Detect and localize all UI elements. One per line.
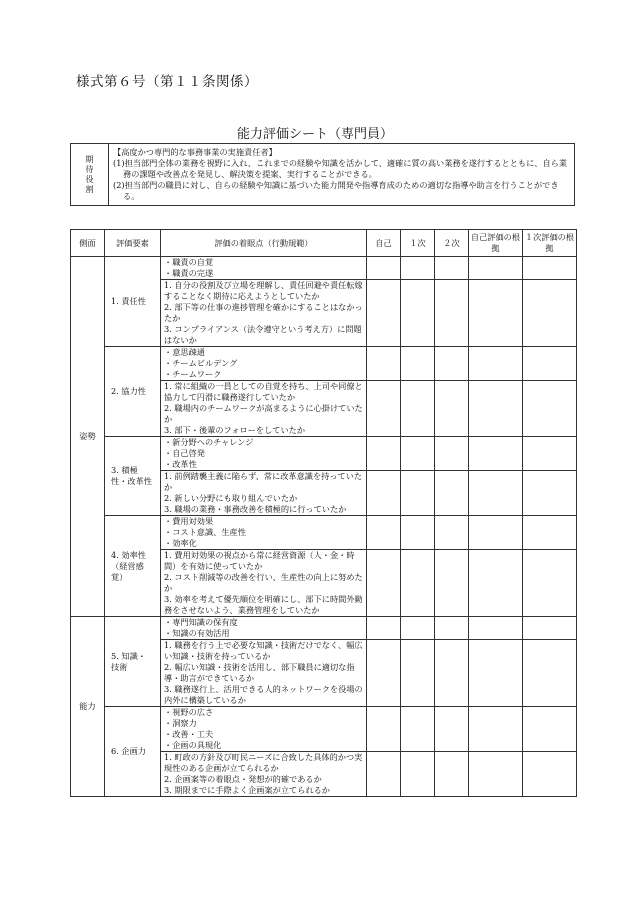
rating-cell[interactable] [367, 516, 401, 550]
basis-cell[interactable] [469, 381, 523, 437]
evaluation-table [70, 229, 577, 797]
basis-cell[interactable] [469, 437, 523, 471]
rating-cell[interactable] [435, 752, 469, 797]
rating-cell[interactable] [435, 516, 469, 550]
expected-role-item: (2)担当部門の職員に対し、自らの経験や知識に基づいた能力開発や指導育成のための適切な指導や助言を行うことができる。 [113, 180, 559, 201]
criteria-details: 1. 町政の方針及び町民ニーズに合致した具体的かつ実現性のある企画が立てられるか 2. 企画案等の着眼点・発想が的確であるか 3. 期限までに手際よく企画案が立てられるか [161, 752, 367, 797]
keyword-point: ・自己啓発 [164, 448, 205, 458]
category-cell: 4. 効率性（経営感覚） [105, 516, 161, 617]
rating-cell[interactable] [367, 550, 401, 617]
criteria-details: 1. 費用対効果の視点から常に経営資源（人・金・時間）を有効に使っていたか 2. コスト削減等の改善を行い、生産性の向上に努めたか 3. 効率を考えて優先順位を明確にし、部下に時間外勤務をさせないよう、業務管理をしていたか [161, 550, 367, 617]
basis-cell[interactable] [523, 280, 577, 347]
table-row [71, 347, 577, 381]
rating-cell[interactable] [367, 471, 401, 516]
basis-cell[interactable] [469, 550, 523, 617]
rating-cell[interactable] [367, 381, 401, 437]
rating-cell[interactable] [435, 437, 469, 471]
rating-cell[interactable] [367, 257, 401, 280]
column-header: 自己評価の根拠 [469, 230, 523, 257]
expected-role-box [70, 143, 575, 206]
table-row [71, 257, 577, 280]
basis-cell[interactable] [469, 471, 523, 516]
keyword-point: ・チームビルデング [164, 358, 238, 368]
basis-cell[interactable] [469, 640, 523, 707]
basis-cell[interactable] [523, 347, 577, 381]
column-header: 側面 [71, 230, 105, 257]
basis-cell[interactable] [523, 617, 577, 640]
basis-cell[interactable] [523, 471, 577, 516]
table-row [71, 707, 577, 752]
rating-cell[interactable] [435, 640, 469, 707]
keyword-point: ・職責の自覚 [164, 257, 214, 267]
keyword-point: ・効率化 [164, 538, 197, 548]
form-number: 様式第６号（第１１条関係） [76, 74, 258, 90]
rating-cell[interactable] [367, 347, 401, 381]
keyword-point: ・視野の広さ [164, 707, 214, 717]
expected-role-label: 期待役割 [71, 144, 109, 206]
column-header: １次評価の根拠 [523, 230, 577, 257]
keyword-point: ・企画の具現化 [164, 740, 222, 750]
basis-cell[interactable] [523, 437, 577, 471]
keyword-points [161, 257, 367, 280]
basis-cell[interactable] [469, 617, 523, 640]
category-cell: 5. 知識・技術 [105, 617, 161, 707]
rating-cell[interactable] [401, 347, 435, 381]
basis-cell[interactable] [469, 707, 523, 752]
keyword-points [161, 347, 367, 381]
expected-role-heading: 【高度かつ専門的な事務事業の実施責任者】 [113, 147, 277, 157]
rating-cell[interactable] [367, 280, 401, 347]
basis-cell[interactable] [469, 347, 523, 381]
keyword-point: ・新分野へのチャレンジ [164, 437, 254, 447]
rating-cell[interactable] [367, 752, 401, 797]
side-cell: 能力 [71, 617, 105, 797]
rating-cell[interactable] [401, 640, 435, 707]
rating-cell[interactable] [367, 707, 401, 752]
keyword-point: ・コスト意識、生産性 [164, 527, 246, 537]
column-header: 評価の着眼点（行動規範） [161, 230, 367, 257]
category-cell: 3. 積極性・改革性 [105, 437, 161, 516]
keyword-point: ・知識の有効活用 [164, 628, 230, 638]
category-cell: 1. 責任性 [105, 257, 161, 347]
rating-cell[interactable] [435, 617, 469, 640]
rating-cell[interactable] [401, 257, 435, 280]
keyword-point: ・洞察力 [164, 718, 197, 728]
rating-cell[interactable] [435, 550, 469, 617]
rating-cell[interactable] [401, 381, 435, 437]
rating-cell[interactable] [435, 257, 469, 280]
expected-role-body [109, 144, 575, 206]
basis-cell[interactable] [523, 707, 577, 752]
rating-cell[interactable] [401, 437, 435, 471]
rating-cell[interactable] [435, 471, 469, 516]
rating-cell[interactable] [367, 640, 401, 707]
column-header: １次 [401, 230, 435, 257]
keyword-points [161, 707, 367, 752]
criteria-details: 1. 自分の役割及び立場を理解し、責任回避や責任転嫁することなく期待に応えようとしていたか 2. 部下等の仕事の進捗管理を確かにすることはなかったか 3. コンプライアンス（法令遵守という考え方）に問題はないか [161, 280, 367, 347]
basis-cell[interactable] [469, 257, 523, 280]
table-row [71, 437, 577, 471]
rating-cell[interactable] [401, 752, 435, 797]
table-row [71, 617, 577, 640]
keyword-point: ・費用対効果 [164, 516, 214, 526]
basis-cell[interactable] [469, 516, 523, 550]
criteria-details: 1. 常に組織の一員としての自覚を持ち、上司や同僚と協力して円滑に職務遂行していたか 2. 職場内のチームワークが高まるように心掛けていたか 3. 部下・後輩のフォローをしていたか [161, 381, 367, 437]
keyword-point: ・改革性 [164, 459, 197, 469]
keyword-point: ・職責の完遂 [164, 268, 214, 278]
keyword-point: ・意思疎通 [164, 347, 205, 357]
rating-cell[interactable] [401, 471, 435, 516]
keyword-point: ・専門知識の保有度 [164, 617, 238, 627]
keyword-points [161, 437, 367, 471]
expected-role-item: (1)担当部門全体の業務を視野に入れ、これまでの経験や知識を活かして、適確に質の高い業務を遂行するとともに、自ら業務の課題や改善点を発見し、解決策を提案、実行することができる。 [113, 158, 568, 179]
rating-cell[interactable] [435, 707, 469, 752]
column-header: ２次 [435, 230, 469, 257]
keyword-points [161, 617, 367, 640]
basis-cell[interactable] [523, 257, 577, 280]
rating-cell[interactable] [401, 550, 435, 617]
rating-cell[interactable] [367, 437, 401, 471]
criteria-details: 1. 前例踏襲主義に陥らず、常に改革意識を持っていたか 2. 新しい分野にも取り組んでいたか 3. 職場の業務・事務改善を積極的に行っていたか [161, 471, 367, 516]
table-row [71, 516, 577, 550]
column-header: 自己 [367, 230, 401, 257]
table-header-row [71, 230, 577, 257]
basis-cell[interactable] [523, 640, 577, 707]
rating-cell[interactable] [401, 617, 435, 640]
category-cell: 2. 協力性 [105, 347, 161, 437]
rating-cell[interactable] [435, 280, 469, 347]
basis-cell[interactable] [523, 381, 577, 437]
basis-cell[interactable] [469, 752, 523, 797]
page-title: 能力評価シート（専門員） [236, 127, 393, 142]
side-cell: 姿勢 [71, 257, 105, 617]
basis-cell[interactable] [523, 516, 577, 550]
rating-cell[interactable] [401, 280, 435, 347]
keyword-point: ・チームワーク [164, 369, 222, 379]
rating-cell[interactable] [401, 707, 435, 752]
category-cell: 6. 企画力 [105, 707, 161, 797]
rating-cell[interactable] [401, 516, 435, 550]
basis-cell[interactable] [523, 550, 577, 617]
rating-cell[interactable] [367, 617, 401, 640]
rating-cell[interactable] [435, 381, 469, 437]
column-header: 評価要素 [105, 230, 161, 257]
basis-cell[interactable] [523, 752, 577, 797]
keyword-point: ・改善・工夫 [164, 729, 214, 739]
rating-cell[interactable] [435, 347, 469, 381]
keyword-points [161, 516, 367, 550]
criteria-details: 1. 職務を行う上で必要な知識・技術だけでなく、幅広い知識・技術を持っているか 2. 幅広い知識・技術を活用し、部下職員に適切な指導・助言ができているか 3. 職務遂行上、活用できる人的ネットワークを役場の内外に構築しているか [161, 640, 367, 707]
basis-cell[interactable] [469, 280, 523, 347]
